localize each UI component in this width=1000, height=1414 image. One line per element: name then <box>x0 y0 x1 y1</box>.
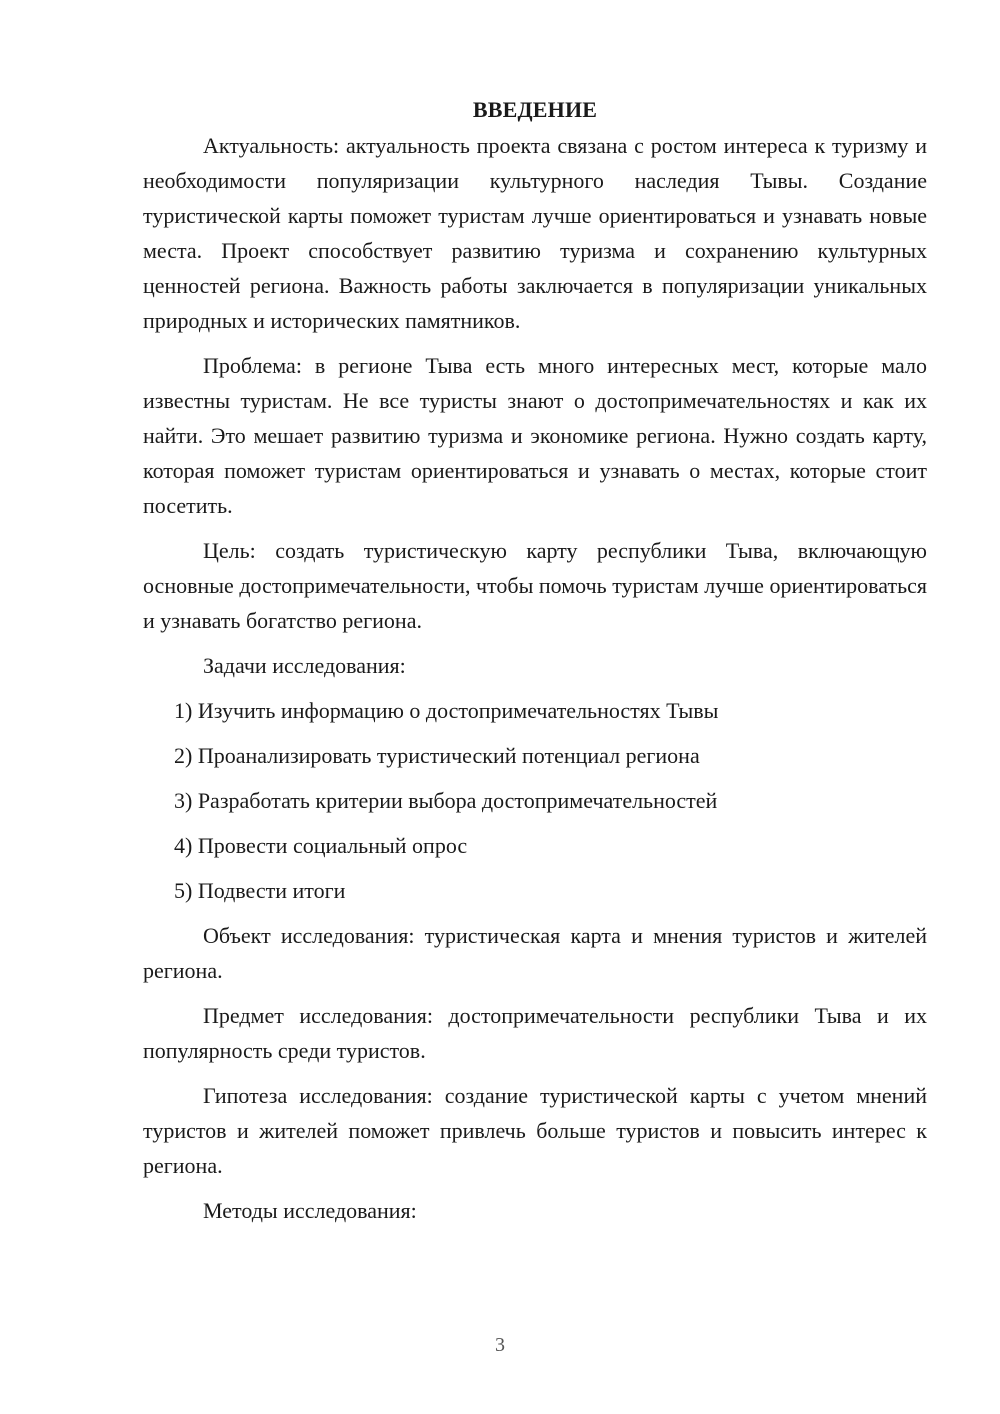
paragraph-object: Объект исследования: туристическая карта и мнения туристов и жителей региона. <box>143 923 927 983</box>
paragraph-tasks-intro: Задачи исследования: <box>203 653 406 678</box>
task-item: 4) Провести социальный опрос <box>174 833 468 858</box>
paragraph-goal: Цель: создать туристическую карту республики Тыва, включающую основные достопримечательности, чтобы помочь туристам лучше ориентироваться и узнавать богатство региона. <box>143 538 927 633</box>
page-number: 3 <box>495 1334 505 1356</box>
tasks-list <box>143 693 927 908</box>
task-item: 3) Разработать критерии выбора достопримечательностей <box>174 788 718 813</box>
paragraph-methods-intro: Методы исследования: <box>203 1198 417 1223</box>
paragraph-relevance: Актуальность: актуальность проекта связана с ростом интереса к туризму и необходимости популяризации культурного наследия Тывы. Создание туристической карты поможет туристам лучше ориентироваться и узнавать новые места. Проект способствует развитию туризма и сохранению культурных ценностей региона. Важность работы заключается в популяризации уникальных природных и исторических памятников. <box>143 133 927 333</box>
page-content <box>143 92 927 1238</box>
section-heading: ВВЕДЕНИЕ <box>472 97 598 122</box>
task-item: 2) Проанализировать туристический потенциал региона <box>174 743 700 768</box>
paragraph-subject: Предмет исследования: достопримечательности республики Тыва и их популярность среди туристов. <box>143 1003 927 1063</box>
paragraph-hypothesis: Гипотеза исследования: создание туристической карты с учетом мнений туристов и жителей поможет привлечь больше туристов и повысить интерес к региона. <box>143 1083 927 1178</box>
task-item: 1) Изучить информацию о достопримечательностях Тывы <box>174 698 719 723</box>
paragraph-problem: Проблема: в регионе Тыва есть много интересных мест, которые мало известны туристам. Не все туристы знают о достопримечательностях и как их найти. Это мешает развитию туризма и экономике региона. Нужно создать карту, которая поможет туристам ориентироваться и узнавать о местах, которые стоит посетить. <box>143 353 927 518</box>
task-item: 5) Подвести итоги <box>174 878 346 903</box>
